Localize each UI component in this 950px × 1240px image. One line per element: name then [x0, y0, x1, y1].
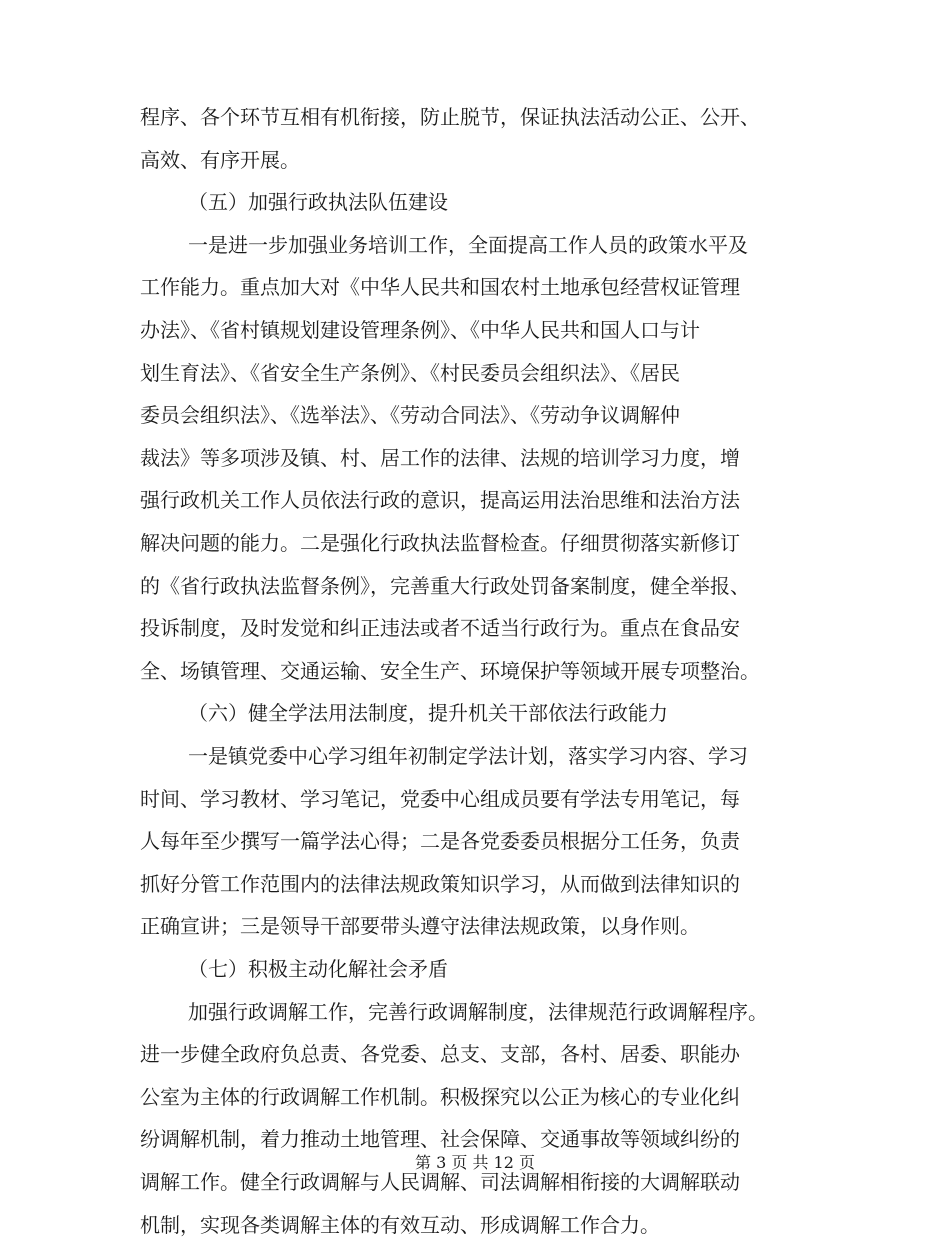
text-line: 解决问题的能力。二是强化行政执法监督检查。仔细贯彻落实新修订	[140, 531, 740, 555]
text-line: 正确宣讲；三是领导干部要带头遵守法律法规政策，以身作则。	[140, 914, 700, 938]
text-line: 公室为主体的行政调解工作机制。积极探究以公正为核心的专业化纠	[140, 1085, 740, 1109]
text-line: 加强行政调解工作，完善行政调解制度，法律规范行政调解程序。	[188, 1000, 768, 1024]
text-line: 高效、有序开展。	[140, 148, 300, 172]
section-heading: （七）积极主动化解社会矛盾	[188, 957, 448, 981]
section-heading: （五）加强行政执法队伍建设	[188, 190, 448, 214]
text-line: 进一步健全政府负总责、各党委、总支、支部，各村、居委、职能办	[140, 1042, 740, 1066]
text-line: 划生育法》、《省安全生产条例》、《村民委员会组织法》、《居民	[140, 361, 680, 385]
text-line: 机制，实现各类调解主体的有效互动、形成调解工作合力。	[140, 1213, 660, 1237]
text-line: 裁法》等多项涉及镇、村、居工作的法律、法规的培训学习力度，增	[140, 446, 740, 470]
text-line: 委员会组织法》、《选举法》、《劳动合同法》、《劳动争议调解仲	[140, 403, 680, 427]
text-line: 的《省行政执法监督条例》，完善重大行政处罚备案制度，健全举报、	[140, 574, 750, 598]
text-line: 全、场镇管理、交通运输、安全生产、环境保护等领域开展专项整治。	[140, 659, 760, 683]
text-line: 时间、学习教材、学习笔记，党委中心组成员要有学法专用笔记，每	[140, 787, 740, 811]
text-line: 强行政机关工作人员依法行政的意识，提高运用法治思维和法治方法	[140, 488, 740, 512]
page-number: 第 3 页 共 12 页	[415, 1153, 535, 1172]
text-line: 工作能力。重点加大对《中华人民共和国农村土地承包经营权证管理	[140, 275, 740, 299]
text-line: 程序、各个环节互相有机衔接，防止脱节，保证执法活动公正、公开、	[140, 105, 760, 129]
text-line: 纷调解机制，着力推动土地管理、社会保障、交通事故等领域纠纷的	[140, 1127, 740, 1151]
section-heading: （六）健全学法用法制度，提升机关干部依法行政能力	[188, 701, 668, 725]
text-line: 一是镇党委中心学习组年初制定学法计划，落实学习内容、学习	[188, 744, 748, 768]
text-line: 办法》、《省村镇规划建设管理条例》、《中华人民共和国人口与计	[140, 318, 700, 342]
text-line: 一是进一步加强业务培训工作，全面提高工作人员的政策水平及	[188, 233, 748, 257]
text-line: 人每年至少撰写一篇学法心得；二是各党委委员根据分工任务，负责	[140, 829, 740, 853]
text-line: 调解工作。健全行政调解与人民调解、司法调解相衔接的大调解联动	[140, 1170, 740, 1194]
text-line: 抓好分管工作范围内的法律法规政策知识学习，从而做到法律知识的	[140, 872, 740, 896]
text-line: 投诉制度，及时发觉和纠正违法或者不适当行政行为。重点在食品安	[140, 616, 740, 640]
